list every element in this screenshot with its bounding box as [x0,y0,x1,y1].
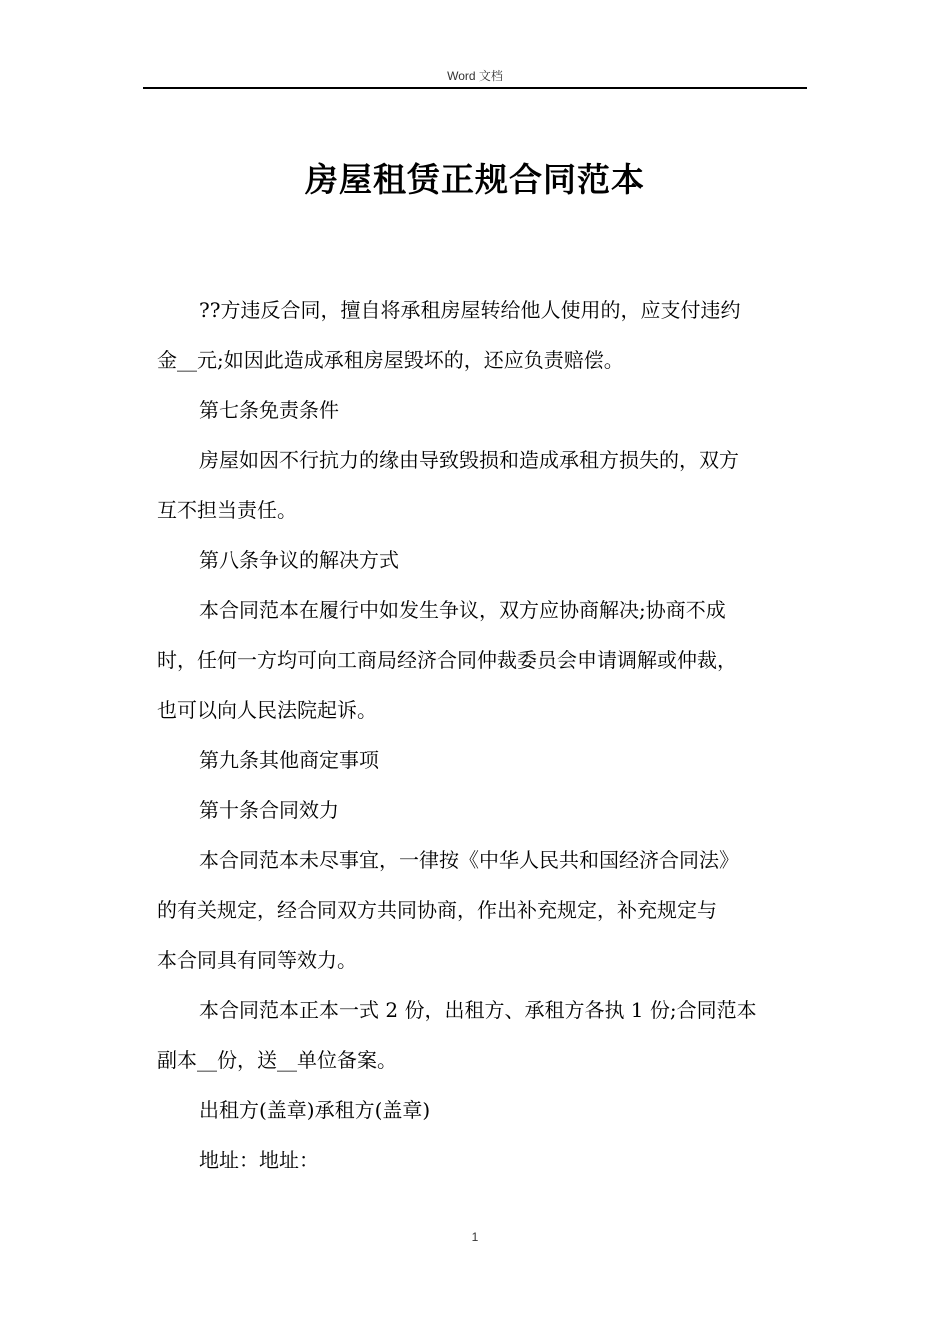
paragraph-line: 第七条免责条件 [199,398,339,422]
paragraph [157,285,818,385]
paragraph-line: 本合同范本正本一式 2 份，出租方、承租方各执 1 份;合同范本 [199,998,757,1022]
paragraph-line: 的有关规定，经合同双方共同协商，作出补充规定，补充规定与 [157,898,717,922]
paragraph-line: 第九条其他商定事项 [199,748,379,772]
paragraph-line: 房屋如因不行抗力的缘由导致毁损和造成承租方损失的，双方 [199,448,739,472]
address-line [178,1135,818,1185]
section-heading [178,535,818,585]
section-heading [178,785,818,835]
document-body [157,285,818,1185]
paragraph-line: 第八条争议的解决方式 [199,548,399,572]
section-heading [178,385,818,435]
paragraph-line: 副本__份，送__单位备案。 [157,1048,397,1072]
document-title: 房屋租赁正规合同范本 [305,160,645,199]
paragraph-line: 本合同范本在履行中如发生争议，双方应协商解决;协商不成 [199,598,726,622]
page-header-label: Word 文档 [447,69,503,83]
paragraph-line: 地址：地址： [199,1148,319,1172]
section-heading [178,735,818,785]
paragraph-line: 时，任何一方均可向工商局经济合同仲裁委员会申请调解或仲裁， [157,648,737,672]
paragraph-line: 金__元;如因此造成承租房屋毁坏的，还应负责赔偿。 [157,348,624,372]
paragraph-line: 也可以向人民法院起诉。 [157,698,377,722]
paragraph-line: ??方违反合同，擅自将承租房屋转给他人使用的，应支付违约 [199,298,741,322]
paragraph [157,835,818,985]
paragraph-line: 出租方(盖章)承租方(盖章) [199,1098,431,1122]
paragraph-line: 本合同具有同等效力。 [157,948,357,972]
paragraph-line: 本合同范本未尽事宜，一律按《中华人民共和国经济合同法》 [199,848,739,872]
signature-line [178,1085,818,1135]
paragraph [157,435,818,535]
paragraph [157,585,818,735]
header-divider [143,87,807,89]
page-number: 1 [471,1230,479,1244]
paragraph [157,985,818,1085]
paragraph-line: 互不担当责任。 [157,498,297,522]
paragraph-line: 第十条合同效力 [199,798,339,822]
